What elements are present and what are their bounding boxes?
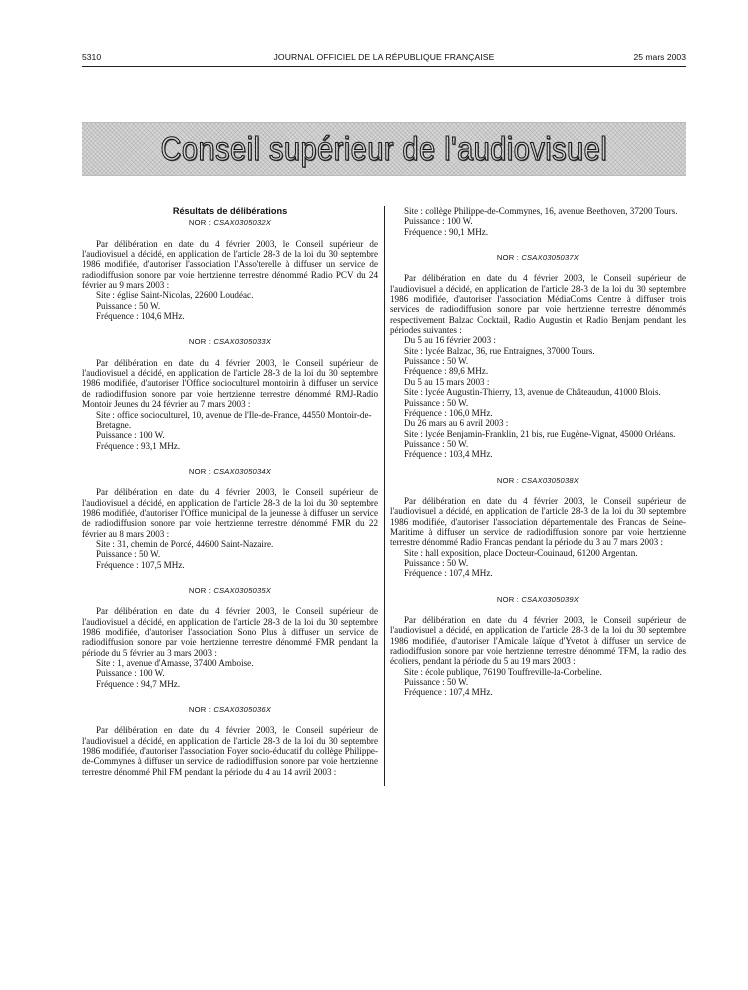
entry-puissance: Puissance : 50 W. <box>404 438 469 449</box>
entry <box>390 476 686 579</box>
entry <box>82 586 378 689</box>
nor-label: NOR : <box>188 337 212 347</box>
entry <box>82 467 378 570</box>
entry-site: Site : 1, avenue d'Amasse, 37400 Amboise. <box>96 658 254 669</box>
entry <box>82 705 378 777</box>
nor-code: CSAX0305035X <box>213 585 272 595</box>
nor-reference <box>390 476 686 486</box>
nor-code: CSAX0305033X <box>213 337 272 347</box>
entry-body: Par délibération en date du 4 février 2003, le Conseil supérieur de l'audiovisuel a décidé, en application de l'article 28-3 de la loi du 30 septembre 1986 modifiée, d'autoriser l'association départementale des Francas de Seine-Maritime à diffuser un service de radiodiffusion sonore par voie hertzienne terrestre dénommé Radio Francas pendant la période du 3 au 7 mars 2003 : <box>390 495 686 548</box>
entry-body: Par délibération en date du 4 février 2003, le Conseil supérieur de l'audiovisuel a décidé, en application de l'article 28-3 de la loi du 30 septembre 1986 modifiée, d'autoriser l'association Sono Plus à diffuser un service de radiodiffusion sonore par voie hertzienne terrestre dénommé FMR pendant la période du 5 février au 3 mars 2003 : <box>82 606 378 658</box>
nor-reference <box>82 705 378 715</box>
entry <box>390 206 686 237</box>
entry-puissance: Puissance : 100 W. <box>96 430 165 441</box>
entry-frequence: Fréquence : 94,7 MHz. <box>96 678 181 689</box>
entry-frequence: Fréquence : 104,6 MHz. <box>96 311 185 322</box>
journal-title: JOURNAL OFFICIEL DE LA RÉPUBLIQUE FRANÇAISE <box>273 52 495 62</box>
nor-reference <box>82 586 378 596</box>
nor-code: CSAX0305036X <box>213 705 272 715</box>
nor-code: CSAX0305038X <box>521 475 580 485</box>
entry-puissance: Puissance : 100 W. <box>96 668 165 679</box>
entry-site: Site : hall exposition, place Docteur-Couinaud, 61200 Argentan. <box>404 547 638 558</box>
entry-puissance: Puissance : 50 W. <box>96 300 161 311</box>
entry-site: Site : lycée Augustin-Thierry, 13, avenue de Châteaudun, 41000 Blois. <box>404 387 661 398</box>
entry-frequence: Fréquence : 103,4 MHz. <box>404 449 493 460</box>
entry-body: Par délibération en date du 4 février 2003, le Conseil supérieur de l'audiovisuel a décidé, en application de l'article 28-3 de la loi du 30 septembre 1986 modifiée, d'autoriser l'Amicale laïque d'Yvetot à diffuser un service de radiodiffusion sonore par voie hertzienne terrestre dénommé TFM, la radio des écoliers, pendant la période du 5 au 19 mars 2003 : <box>390 615 686 667</box>
entry-body: Par délibération en date du 4 février 2003, le Conseil supérieur de l'audiovisuel a décidé, en application de l'article 28-3 de la loi du 30 septembre 1986 modifiée, d'autoriser l'Office socioculturel montoirin à diffuser un service de radiodiffusion sonore par voie hertzienne terrestre dénommé RMJ-Radio Montoir Jeunes du 24 février au 7 mars 2003 : <box>82 357 378 410</box>
page-number: 5310 <box>82 52 102 62</box>
entry-puissance: Puissance : 100 W. <box>404 216 473 227</box>
entry-puissance: Puissance : 50 W. <box>404 397 469 408</box>
entry-frequence: Fréquence : 90,1 MHz. <box>404 226 489 237</box>
entry-period: Du 5 au 15 mars 2003 : <box>404 376 490 387</box>
entry-site: Site : lycée Benjamin-Franklin, 21 bis, rue Eugène-Vignat, 45000 Orléans. <box>404 428 676 439</box>
entry-site: Site : église Saint-Nicolas, 22600 Loudéac. <box>96 290 254 301</box>
header-rule <box>82 66 686 67</box>
nor-code: CSAX0305034X <box>213 466 272 476</box>
nor-reference <box>82 337 378 347</box>
entry-puissance: Puissance : 50 W. <box>404 557 469 568</box>
section-banner <box>82 122 686 176</box>
nor-label: NOR : <box>188 218 212 228</box>
entry-site: Site : office socioculturel, 10, avenue de l'Ile-de-France, 44550 Montoir-de-Bretagne. <box>96 409 372 430</box>
nor-label: NOR : <box>188 466 212 476</box>
right-column <box>390 206 686 698</box>
entry-frequence: Fréquence : 107,4 MHz. <box>404 568 493 579</box>
entry-body: Par délibération en date du 4 février 2003, le Conseil supérieur de l'audiovisuel a décidé, en application de l'article 28-3 de la loi du 30 septembre 1986 modifiée, d'autoriser l'association MédiaComs Centre à diffuser trois services de radiodiffusion sonore par voie hertzienne terrestre dénommés respectivement Balzac Cocktail, Radio Augustin et Radio Benjam pendant les périodes suivantes : <box>390 273 686 336</box>
entry-site: Site : collège Philippe-de-Commynes, 16, avenue Beethoven, 37200 Tours. <box>404 206 678 216</box>
entry <box>82 218 378 321</box>
entry-puissance: Puissance : 50 W. <box>404 677 469 688</box>
entry-frequence: Fréquence : 107,4 MHz. <box>404 687 493 698</box>
entry-period: Du 26 mars au 6 avril 2003 : <box>404 418 509 429</box>
entry-site: Site : 31, chemin de Porcé, 44600 Saint-Nazaire. <box>96 538 274 549</box>
column-divider <box>384 206 385 786</box>
nor-code: CSAX0305032X <box>213 218 272 228</box>
running-header <box>82 52 686 66</box>
nor-label: NOR : <box>496 253 520 263</box>
entry-body: Par délibération en date du 4 février 2003, le Conseil supérieur de l'audiovisuel a décidé, en application de l'article 28-3 de la loi du 30 septembre 1986 modifiée, d'autoriser l'association l'Asso'terelle à diffuser un service de radiodiffusion sonore par voie hertzienne terrestre dénommé Radio PCV du 24 février au 9 mars 2003 : <box>82 238 378 291</box>
nor-code: CSAX0305037X <box>521 253 580 263</box>
entry-frequence: Fréquence : 106,0 MHz. <box>404 407 493 418</box>
banner-title: Conseil supérieur de l'audiovisuel <box>160 130 608 167</box>
entry <box>390 253 686 460</box>
entry-body: Par délibération en date du 4 février 2003, le Conseil supérieur de l'audiovisuel a décidé, en application de l'article 28-3 de la loi du 30 septembre 1986 modifiée, d'autoriser l'association Foyer socio-éducatif du collège Philippe-de-Commynes à diffuser un service de radiodiffusion sonore par voie hertzienne terrestre dénommé Phil FM pendant la période du 4 au 14 avril 2003 : <box>82 725 378 777</box>
nor-label: NOR : <box>496 475 520 485</box>
entry <box>390 595 686 698</box>
issue-date: 25 mars 2003 <box>633 52 686 62</box>
entry-period: Du 5 au 16 février 2003 : <box>404 335 496 346</box>
entry <box>82 337 378 450</box>
entry-puissance: Puissance : 50 W. <box>96 549 161 560</box>
nor-label: NOR : <box>188 705 212 715</box>
entry-site: Site : école publique, 76190 Touffreville-la-Corbeline. <box>404 666 602 677</box>
entry-frequence: Fréquence : 93,1 MHz. <box>96 440 181 451</box>
nor-label: NOR : <box>496 594 520 604</box>
nor-code: CSAX0305039X <box>521 594 580 604</box>
nor-reference <box>390 253 686 263</box>
entry-site: Site : lycée Balzac, 36, rue Entraignes, 37000 Tours. <box>404 345 595 356</box>
left-column <box>82 206 378 777</box>
entry-frequence: Fréquence : 107,5 MHz. <box>96 559 185 570</box>
nor-label: NOR : <box>188 585 212 595</box>
nor-reference <box>390 595 686 605</box>
entry-body: Par délibération en date du 4 février 2003, le Conseil supérieur de l'audiovisuel a décidé, en application de l'article 28-3 de la loi du 30 septembre 1986 modifiée, d'autoriser l'Office municipal de la jeunesse à diffuser un service de radiodiffusion sonore par voie hertzienne terrestre dénommé FMR du 22 février au 8 mars 2003 : <box>82 487 378 539</box>
entry-frequence: Fréquence : 89,6 MHz. <box>404 366 489 377</box>
nor-reference <box>82 218 378 228</box>
section-title: Résultats de délibérations <box>172 206 288 216</box>
entry-puissance: Puissance : 50 W. <box>404 356 469 367</box>
nor-reference <box>82 467 378 477</box>
